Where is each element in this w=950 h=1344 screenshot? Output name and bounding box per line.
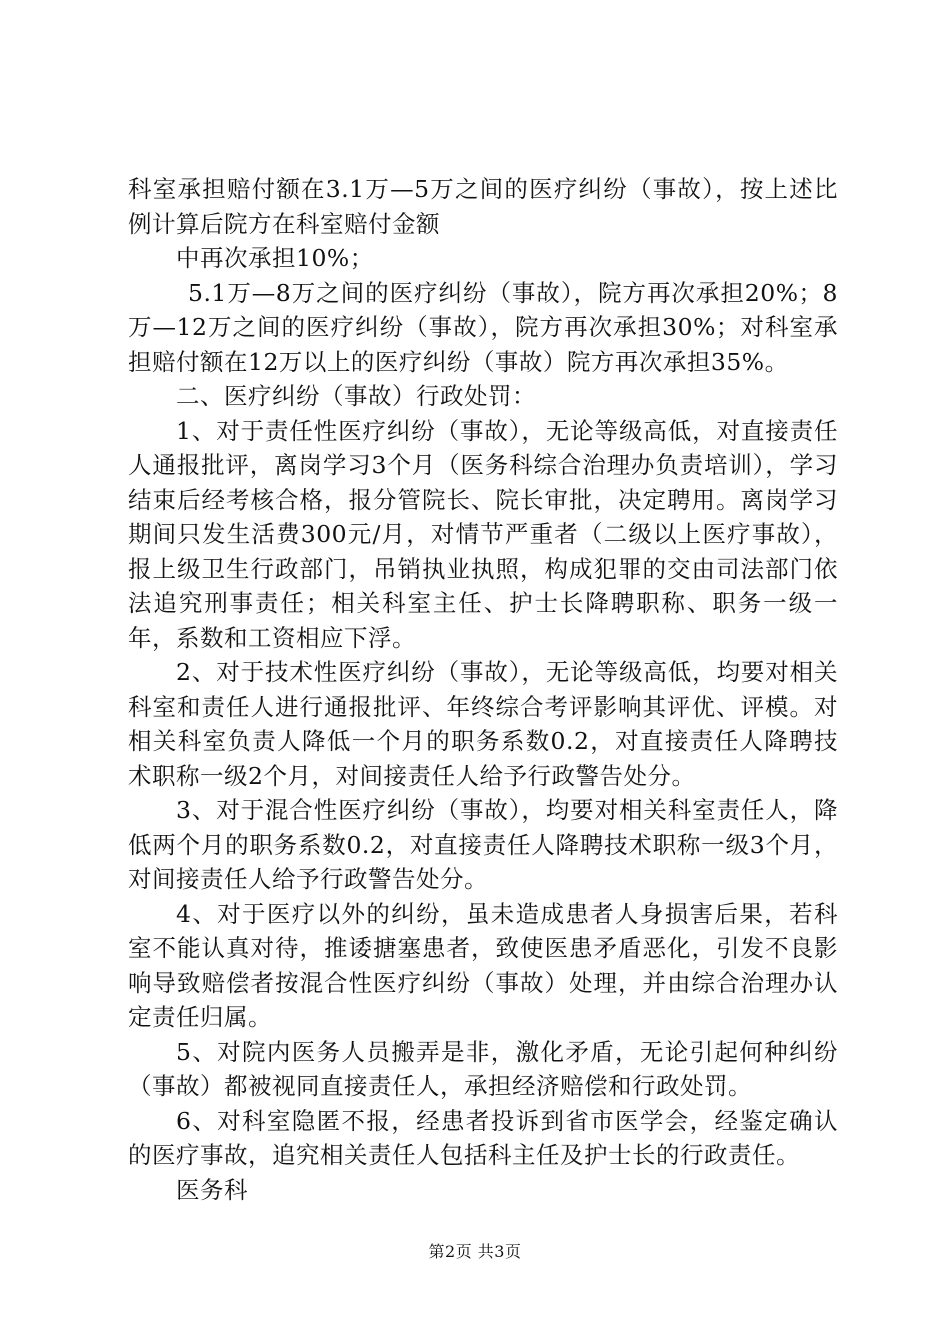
section-heading-administrative-penalty: 二、医疗纠纷（事故）行政处罚： <box>176 382 536 410</box>
page-number-label: 第2页 共3页 <box>428 1242 522 1261</box>
paragraph-item-5: 5、对院内医务人员搬弄是非，激化矛盾，无论引起何种纠纷（事故）都被视同直接责任人，承担经济赔偿和行政处罚。 <box>128 1037 838 1100</box>
paragraph-item-4: 4、对于医疗以外的纠纷，虽未造成患者人身损害后果，若科室不能认真对待，推诿搪塞患者，致使医患矛盾恶化，引发不良影响导致赔偿者按混合性医疗纠纷（事故）处理，并由综合治理办认定责任归属。 <box>128 899 838 1031</box>
paragraph-compensation-3-5: 科室承担赔付额在3.1万—5万之间的医疗纠纷（事故），按上述比例计算后院方在科室赔付金额 <box>128 175 838 238</box>
paragraph-item-6: 6、对科室隐匿不报，经患者投诉到省市医学会，经鉴定确认的医疗事故，追究相关责任人包括科主任及护士长的行政责任。 <box>128 1106 838 1169</box>
paragraph-compensation-tiers: 5.1万—8万之间的医疗纠纷（事故），院方再次承担20%；8万—12万之间的医疗纠纷（事故），院方再次承担30%；对科室承担赔付额在12万以上的医疗纠纷（事故）院方再次承担35%。 <box>128 278 838 376</box>
signature-department: 医务科 <box>176 1175 248 1204</box>
page-footer <box>0 1242 950 1262</box>
paragraph-compensation-10-percent: 中再次承担10%； <box>176 244 374 272</box>
paragraph-item-1: 1、对于责任性医疗纠纷（事故），无论等级高低，对直接责任人通报批评，离岗学习3个月（医务科综合治理办负责培训），学习结束后经考核合格，报分管院长、院长审批，决定聘用。离岗学习期间只发生活费300元/月，对情节严重者（二级以上医疗事故），报上级卫生行政部门，吊销执业执照，构成犯罪的交由司法部门依法追究刑事责任；相关科室主任、护士长降聘职称、职务一级一年，系数和工资相应下浮。 <box>128 416 838 652</box>
paragraph-item-3: 3、对于混合性医疗纠纷（事故），均要对相关科室责任人，降低两个月的职务系数0.2，对直接责任人降聘技术职称一级3个月，对间接责任人给予行政警告处分。 <box>128 796 838 893</box>
document-body <box>128 172 838 1207</box>
paragraph-item-2: 2、对于技术性医疗纠纷（事故），无论等级高低，均要对相关科室和责任人进行通报批评、年终综合考评影响其评优、评模。对相关科室负责人降低一个月的职务系数0.2，对直接责任人降聘技术职称一级2个月，对间接责任人给予行政警告处分。 <box>128 658 838 790</box>
